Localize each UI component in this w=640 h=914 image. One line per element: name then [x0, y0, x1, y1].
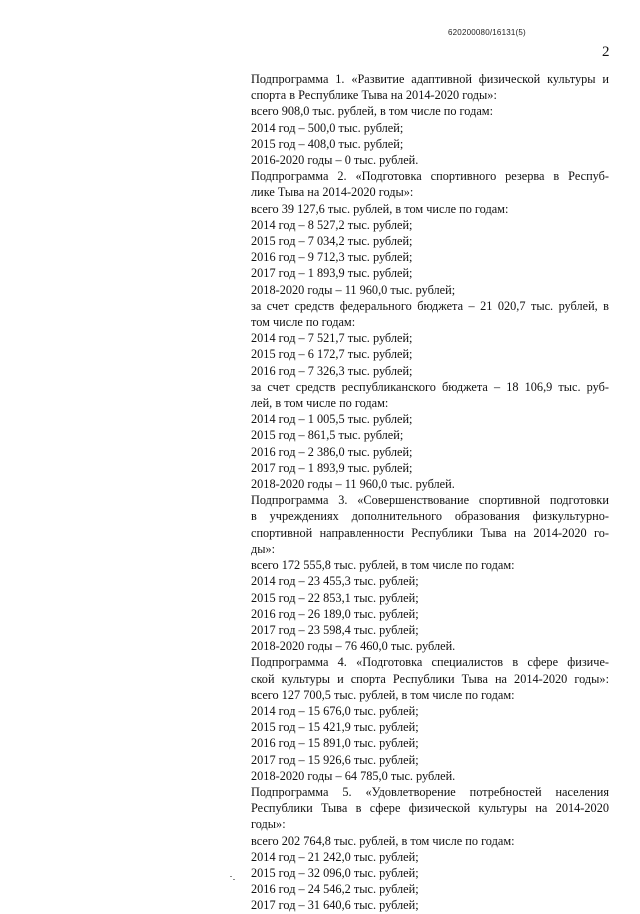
- text-line: 2014 год – 500,0 тыс. рублей;: [251, 120, 404, 135]
- scan-speck: [233, 879, 235, 880]
- text-line: 2015 год – 32 096,0 тыс. рублей;: [251, 865, 419, 880]
- text-line: том числе по годам:: [251, 315, 356, 330]
- text-line: 2014 год – 8 527,2 тыс. рублей;: [251, 217, 413, 232]
- text-line: Подпрограмма 2. «Подготовка спортивного резерва в Респуб-: [251, 169, 609, 184]
- text-line: годы»:: [251, 817, 286, 832]
- text-line: 2018-2020 годы – 64 785,0 тыс. рублей.: [251, 768, 456, 783]
- text-line: 2018-2020 годы – 11 960,0 тыс. рублей;: [251, 282, 456, 297]
- text-line: 2015 год – 22 853,1 тыс. рублей;: [251, 590, 419, 605]
- text-line: ской культуры и спорта Республики Тыва на 2014-2020 годы»:: [251, 671, 609, 686]
- text-line: всего 127 700,5 тыс. рублей, в том числе по годам:: [251, 687, 515, 702]
- text-line: лей, в том числе по годам:: [251, 396, 389, 411]
- text-line: всего 202 764,8 тыс. рублей, в том числе по годам:: [251, 833, 515, 848]
- text-line: 2014 год – 21 242,0 тыс. рублей;: [251, 849, 419, 864]
- scan-speck: [230, 876, 232, 877]
- text-line: спортивной направленности Республики Тыва на 2014-2020 го-: [251, 525, 609, 540]
- text-line: 2018-2020 годы – 11 960,0 тыс. рублей.: [251, 477, 455, 492]
- text-line: 2017 год – 1 893,9 тыс. рублей;: [251, 460, 413, 475]
- text-line: 2017 год – 23 598,4 тыс. рублей;: [251, 622, 419, 637]
- document-body: [251, 71, 609, 914]
- text-line: 2014 год – 15 676,0 тыс. рублей;: [251, 703, 419, 718]
- text-line: 2016 год – 2 386,0 тыс. рублей;: [251, 444, 413, 459]
- text-line: 2016 год – 24 546,2 тыс. рублей;: [251, 882, 419, 897]
- text-line: 2015 год – 7 034,2 тыс. рублей;: [251, 234, 413, 249]
- text-line: 2018-2020 годы – 76 460,0 тыс. рублей.: [251, 639, 456, 654]
- text-line: 2016 год – 7 326,3 тыс. рублей;: [251, 363, 413, 378]
- text-line: 2017 год – 15 926,6 тыс. рублей;: [251, 752, 419, 767]
- page-number: 2: [602, 44, 610, 60]
- text-line: всего 39 127,6 тыс. рублей, в том числе по годам:: [251, 201, 509, 216]
- text-line: 2017 год – 31 640,6 тыс. рублей;: [251, 898, 419, 913]
- text-line: 2016-2020 годы – 0 тыс. рублей.: [251, 153, 419, 168]
- text-line: 2015 год – 6 172,7 тыс. рублей;: [251, 347, 413, 362]
- text-line: всего 908,0 тыс. рублей, в том числе по годам:: [251, 104, 493, 119]
- text-line: всего 172 555,8 тыс. рублей, в том числе по годам:: [251, 558, 515, 573]
- text-line: 2014 год – 7 521,7 тыс. рублей;: [251, 331, 413, 346]
- text-line: 2016 год – 26 189,0 тыс. рублей;: [251, 606, 419, 621]
- text-line: Подпрограмма 4. «Подготовка специалистов в сфере физиче-: [251, 655, 609, 670]
- text-line: 2014 год – 1 005,5 тыс. рублей;: [251, 412, 413, 427]
- text-line: Подпрограмма 1. «Развитие адаптивной физической культуры и: [251, 72, 609, 86]
- text-line: 2014 год – 23 455,3 тыс. рублей;: [251, 574, 419, 589]
- text-line: в учреждениях дополнительного образования физкультурно-: [251, 509, 609, 524]
- document-id: 620200080/16131(5): [448, 28, 526, 37]
- text-line: за счет средств республиканского бюджета – 18 106,9 тыс. руб-: [251, 379, 609, 394]
- text-line: Республики Тыва в сфере физической культуры на 2014-2020: [251, 801, 609, 816]
- text-line: 2015 год – 861,5 тыс. рублей;: [251, 428, 404, 443]
- text-line: ды»:: [251, 541, 276, 556]
- text-line: лике Тыва на 2014-2020 годы»:: [251, 185, 414, 200]
- text-line: 2015 год – 408,0 тыс. рублей;: [251, 136, 404, 151]
- text-line: Подпрограмма 3. «Совершенствование спортивной подготовки: [251, 493, 609, 508]
- text-line: 2016 год – 9 712,3 тыс. рублей;: [251, 250, 413, 265]
- text-line: спорта в Республике Тыва на 2014-2020 годы»:: [251, 88, 497, 103]
- text-line: Подпрограмма 5. «Удовлетворение потребностей населения: [251, 784, 609, 799]
- text-line: 2015 год – 15 421,9 тыс. рублей;: [251, 720, 419, 735]
- text-line: 2017 год – 1 893,9 тыс. рублей;: [251, 266, 413, 281]
- text-line: 2016 год – 15 891,0 тыс. рублей;: [251, 736, 419, 751]
- text-line: за счет средств федерального бюджета – 21 020,7 тыс. рублей, в: [251, 298, 609, 313]
